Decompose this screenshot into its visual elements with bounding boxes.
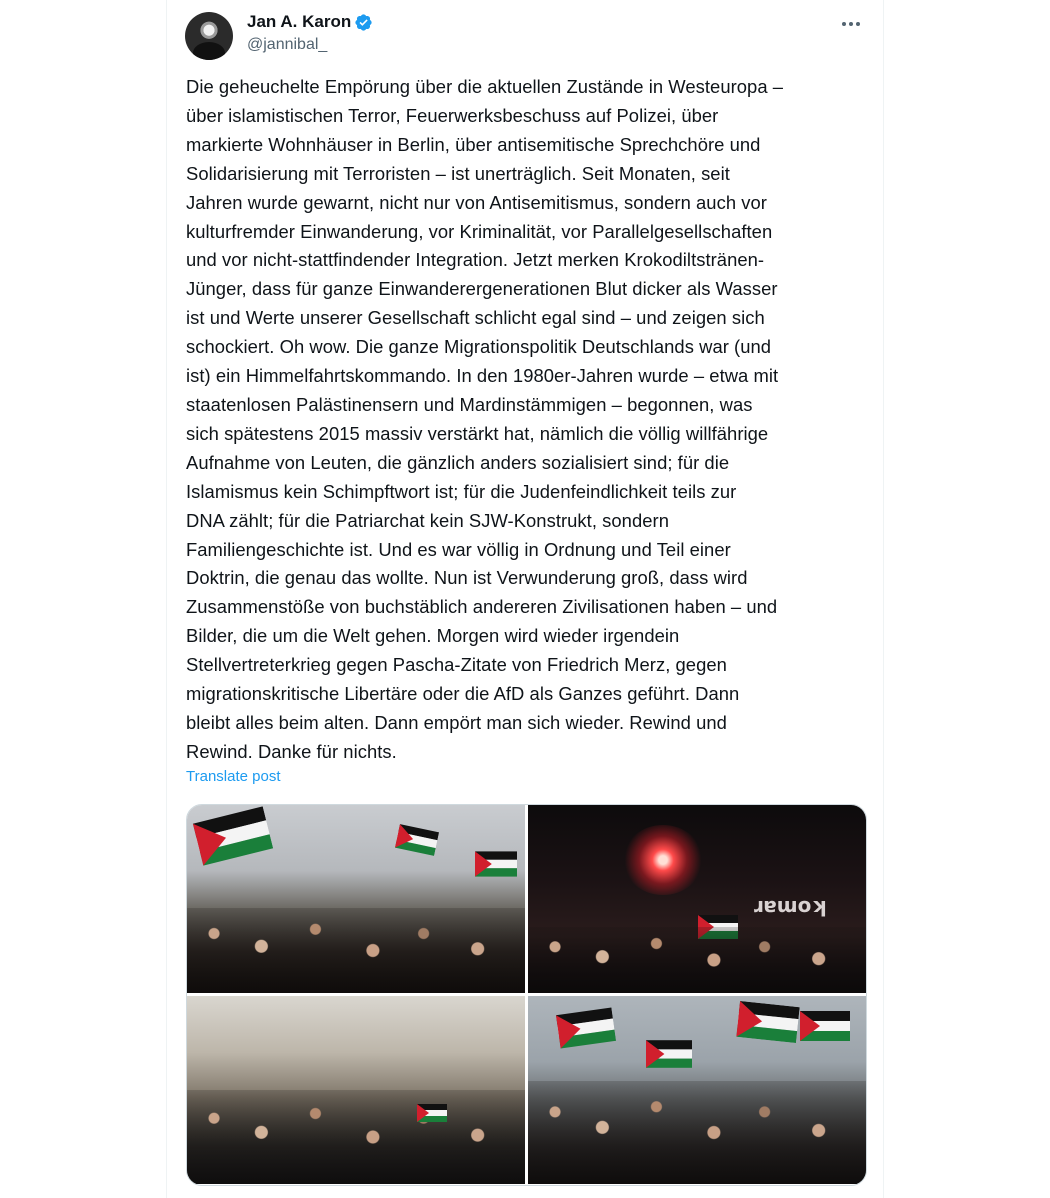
more-options-icon[interactable] (837, 14, 865, 34)
crowd-shape (187, 1090, 525, 1184)
post-text: Die geheuchelte Empörung über die aktuellen Zustände in Westeuropa – über islamistischen Terror, Feuerwerksbeschuss auf Polizei, über markierte Wohnhäuser in Berlin, über antisemitische Sprechchöre und Solidarisierung mit Terroristen – ist unerträglich. Seit Monaten, seit Jahren wurde gewarnt, nicht nur von Antisemitismus, sondern auch vor kulturfremder Einwanderung, vor Kriminalität, vor Parallelgesellschaften und vor nicht-stattfindender Integration. Jetzt merken Krokodiltstränen- Jünger, dass für ganze Einwanderergenerationen Blut dicker als Wasser ist und Werte unserer Gesellschaft schlicht egal sind – und zeigen sich schockiert. Oh wow. Die ganze Migrationspolitik Deutschlands war (und ist) ein Himmelfahrtskommando. In den 1980er-Jahren wurde – etwa mit staatenlosen Palästinensern und Mardinstämmigen – begonnen, was sich spätestens 2015 massiv verstärkt hat, nämlich die völlig willfährige Aufnahme von Leuten, die gänzlich anders sozialisiert sind; für die Islamismus kein Schimpftwort ist; für die Judenfeindlichkeit teils zur DNA zählt; für die Patriarchat kein SJW-Konstrukt, sondern Familiengeschichte ist. Und es war völlig in Ordnung und Teil einer Doktrin, die genau das wollte. Nun ist Verwunderung groß, dass wird Zusammenstöße von buchstäblich andereren Zivilisationen haben – und Bilder, die um die Welt gehen. Morgen wird wieder irgendein Stellvertreterkrieg gegen Pascha-Zitate von Friedrich Merz, gegen migrationskritische Libertäre oder die AfD als Ganzes geführt. Dann bleibt alles beim alten. Dann empört man sich wieder. Rewind und Rewind. Danke für nichts. (186, 76, 784, 762)
palestinian-flag-icon (395, 823, 440, 857)
author-handle[interactable]: @jannibal_ (247, 36, 328, 53)
photo-rally-flags-street[interactable] (187, 805, 525, 993)
tweet-header (185, 8, 865, 58)
palestinian-flag-icon (646, 1040, 692, 1068)
photo-berlin-square-flags[interactable] (528, 996, 866, 1184)
verified-badge-icon[interactable] (354, 13, 373, 32)
palestinian-flag-icon (193, 805, 274, 867)
media-grid (186, 804, 867, 1186)
palestinian-flag-icon (800, 1010, 850, 1042)
palestinian-flag-icon (736, 1001, 799, 1043)
crowd-shape (528, 927, 866, 993)
flare-glow (623, 825, 703, 895)
crowd-shape (528, 1081, 866, 1184)
tweet (166, 0, 884, 1198)
translate-post-link[interactable]: Translate post (186, 768, 281, 785)
photo-night-flare-protest[interactable] (528, 805, 866, 993)
shop-sign-text: ɹɐɯoʞ (752, 893, 826, 917)
palestinian-flag-icon (417, 1104, 447, 1122)
author-display-name[interactable]: Jan A. Karon (247, 12, 352, 31)
author-name-row (247, 12, 373, 32)
avatar[interactable] (185, 12, 233, 60)
palestinian-flag-icon (475, 851, 517, 877)
photo-london-march-street[interactable] (187, 996, 525, 1184)
crowd-shape (187, 908, 525, 993)
palestinian-flag-icon (556, 1006, 616, 1049)
